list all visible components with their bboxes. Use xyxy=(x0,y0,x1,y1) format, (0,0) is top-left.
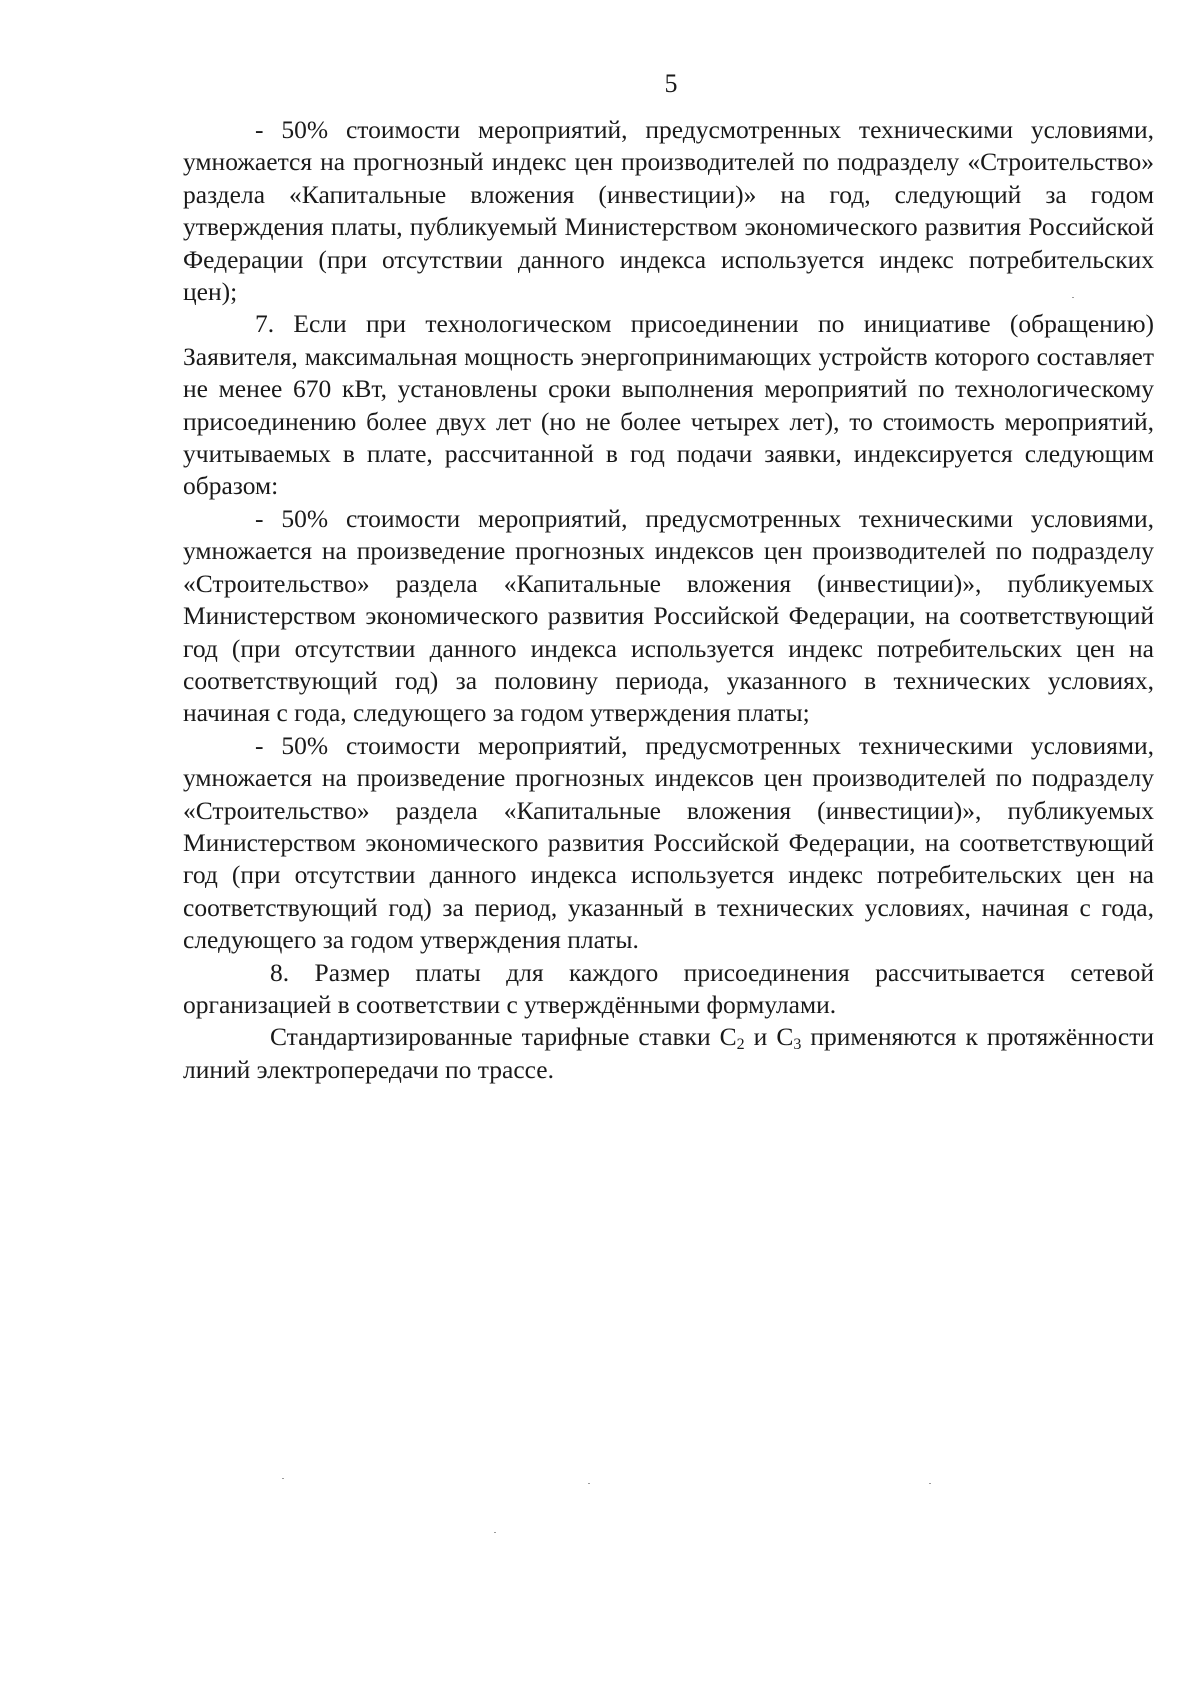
tariff-text-middle: и С xyxy=(744,1022,794,1052)
paragraph-bullet-1: - 50% стоимости мероприятий, предусмотренных техническими условиями, умножается на прогнозный индекс цен производителей по подразделу «Строительство» раздела «Капитальные вложения (инвестиции)» на год, следующий за годом утверждения платы, публикуемый Министерством экономического развития Российской Федерации (при отсутствии данного индекса используется индекс потребительских цен); xyxy=(183,115,1154,307)
paragraph-tariff-rates xyxy=(183,1021,1154,1086)
scan-speck xyxy=(494,1532,496,1533)
tariff-subscript-2: 2 xyxy=(736,1036,745,1054)
document-body xyxy=(183,114,1154,1086)
page-number xyxy=(0,68,1200,100)
paragraph-bullet-3: - 50% стоимости мероприятий, предусмотренных техническими условиями, умножается на произведение прогнозных индексов цен производителей по подразделу «Строительство» раздела «Капитальные вложения (инвестиции)», публикуемых Министерством экономического развития Российской Федерации, на соответствующий год (при отсутствии данного индекса используется индекс потребительских цен на соответствующий год) за период, указанный в технических условиях, начиная с года, следующего за годом утверждения платы. xyxy=(183,730,1154,955)
scan-speck xyxy=(929,1483,931,1484)
tariff-text-before: Стандартизированные тарифные ставки С xyxy=(270,1022,737,1052)
scan-speck xyxy=(282,1478,284,1479)
page-number-text: 5 xyxy=(664,69,678,98)
scan-speck xyxy=(1072,297,1074,298)
paragraph-bullet-2: - 50% стоимости мероприятий, предусмотренных техническими условиями, умножается на произведение прогнозных индексов цен производителей по подразделу «Строительство» раздела «Капитальные вложения (инвестиции)», публикуемых Министерством экономического развития Российской Федерации, на соответствующий год (при отсутствии данного индекса используется индекс потребительских цен на соответствующий год) за половину периода, указанного в технических условиях, начиная с года, следующего за годом утверждения платы; xyxy=(183,503,1154,728)
paragraph-item-8: 8. Размер платы для каждого присоединения рассчитывается сетевой организацией в соответствии с утверждёнными формулами. xyxy=(183,957,1154,1019)
scan-speck xyxy=(588,1483,590,1484)
tariff-subscript-3: 3 xyxy=(793,1036,802,1054)
tariff-text-after: применяются к протяжённости линий электропередачи по трассе. xyxy=(183,1022,1154,1084)
paragraph-item-7: 7. Если при технологическом присоединении по инициативе (обращению) Заявителя, максимальная мощность энергопринимающих устройств которого составляет не менее 670 кВт, установлены сроки выполнения мероприятий по технологическому присоединению более двух лет (но не более четырех лет), то стоимость мероприятий, учитываемых в плате, рассчитанной в год подачи заявки, индексируется следующим образом: xyxy=(183,309,1154,501)
